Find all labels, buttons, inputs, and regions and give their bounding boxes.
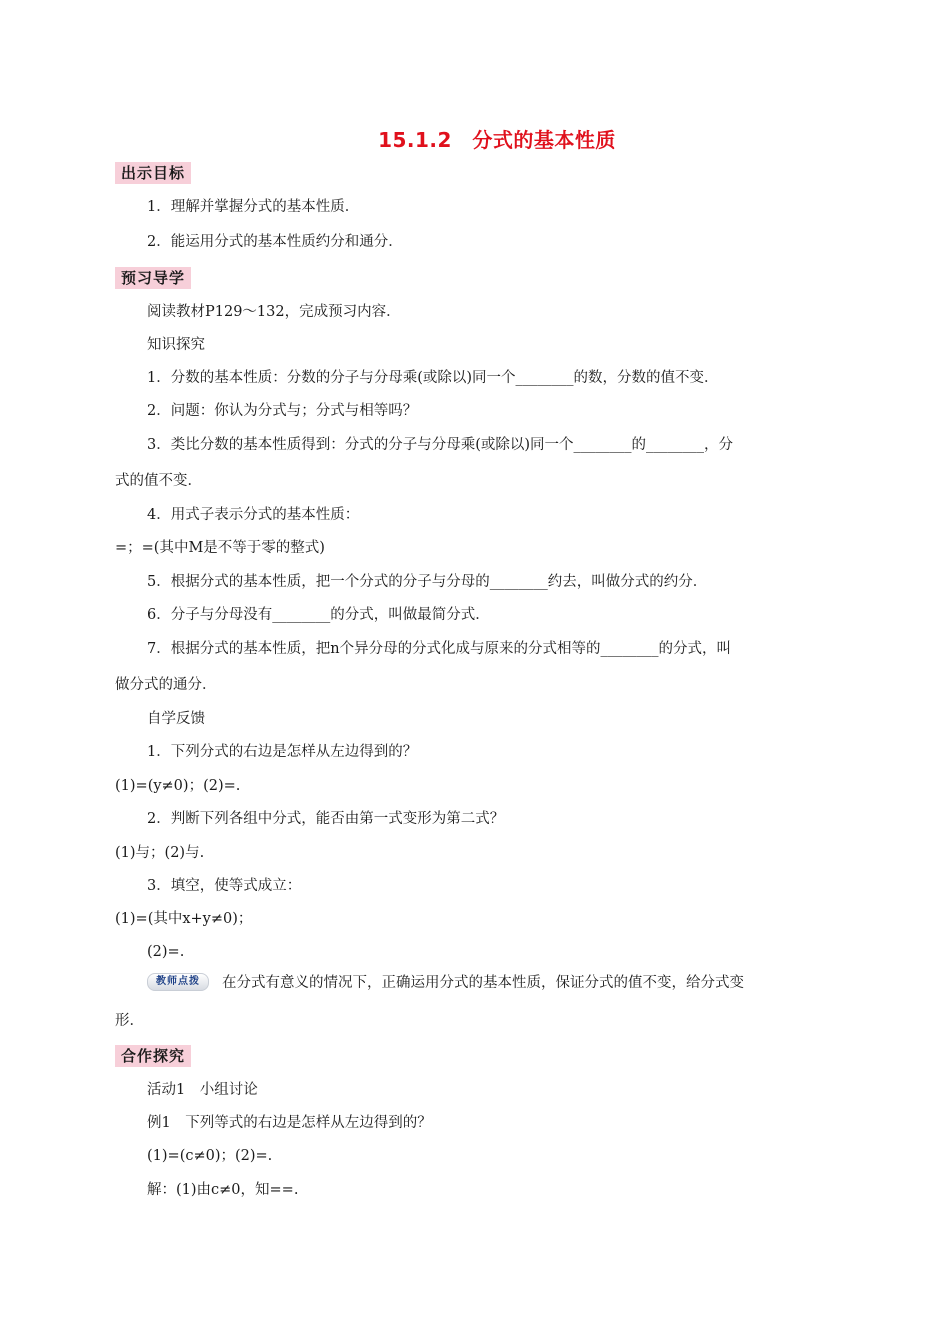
knowledge-1: 1．分数的基本性质：分数的分子与分母乘(或除以)同一个________的数，分数的值不变．: [147, 370, 719, 386]
lesson-title: 15.1.2 分式的基本性质: [378, 128, 616, 152]
example-1: 例1 下列等式的右边是怎样从左边得到的？: [147, 1115, 432, 1131]
knowledge-2: 2．问题：你认为分式与；分式与相等吗？: [147, 403, 418, 419]
knowledge-4: 4．用式子表示分式的基本性质：: [147, 507, 360, 523]
activity-1: 活动1 小组讨论: [147, 1082, 258, 1098]
teacher-tip-line-1: 在分式有意义的情况下，正确运用分式的基本性质，保证分式的值不变，给分式变: [222, 975, 744, 991]
teacher-tip-line-2: 形．: [115, 1013, 144, 1029]
knowledge-7-line-1: 7．根据分式的基本性质，把n个异分母的分式化成与原来的分式相等的________的分式，叫: [147, 641, 732, 657]
preview-reading: 阅读教材P129～132，完成预习内容．: [147, 304, 401, 320]
goal-2: 2．能运用分式的基本性质约分和通分．: [147, 234, 403, 250]
section-tag-goals: 出示目标: [115, 162, 191, 184]
feedback-1-items: (1)=(y≠0)；(2)=.: [115, 778, 241, 794]
goal-1: 1．理解并掌握分式的基本性质．: [147, 199, 360, 215]
knowledge-6: 6．分子与分母没有________的分式，叫做最简分式．: [147, 607, 490, 623]
section-tag-coop: 合作探究: [115, 1045, 191, 1067]
feedback-1: 1．下列分式的右边是怎样从左边得到的？: [147, 744, 418, 760]
feedback-heading: 自学反馈: [147, 711, 205, 727]
knowledge-7-line-2: 做分式的通分．: [115, 677, 217, 693]
feedback-3: 3．填空，使等式成立：: [147, 878, 302, 894]
feedback-3-item-2: (2)=.: [147, 944, 185, 960]
knowledge-3-line-1: 3．类比分数的基本性质得到：分式的分子与分母乘(或除以)同一个________的________，分: [147, 437, 734, 453]
feedback-3-item-1: (1)=(其中x+y≠0)；: [115, 911, 253, 927]
section-tag-preview: 预习导学: [115, 267, 191, 289]
knowledge-3-line-2: 式的值不变．: [115, 473, 202, 489]
feedback-2: 2．判断下列各组中分式，能否由第一式变形为第二式？: [147, 811, 505, 827]
example-1-solution: 解：(1)由c≠0，知==.: [147, 1182, 299, 1198]
example-1-items: (1)=(c≠0)；(2)=.: [147, 1148, 273, 1164]
teacher-tip-badge: 教师点拨: [147, 973, 209, 991]
feedback-2-items: (1)与；(2)与.: [115, 845, 205, 861]
knowledge-5: 5．根据分式的基本性质，把一个分式的分子与分母的________约去，叫做分式的约分．: [147, 574, 708, 590]
knowledge-heading: 知识探究: [147, 337, 205, 353]
knowledge-4-formula: =；=(其中M是不等于零的整式): [115, 540, 325, 556]
